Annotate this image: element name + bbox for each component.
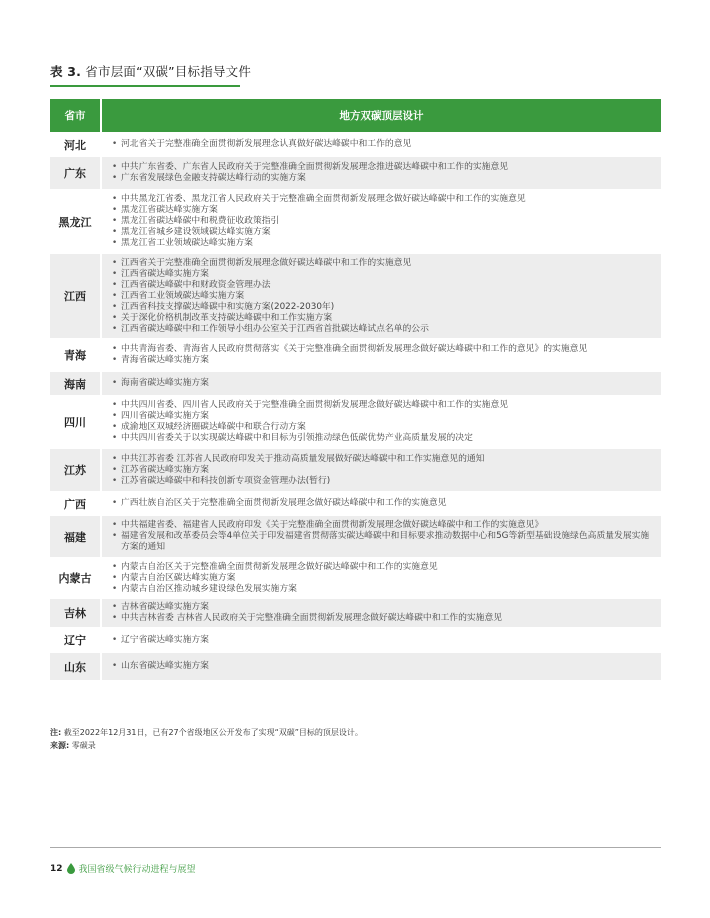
table-row: [50, 492, 661, 515]
page-footer: [50, 862, 196, 875]
policy-list: [102, 520, 661, 553]
page-number: 12: [50, 863, 63, 874]
policy-item: • 河北省关于完整准确全面贯彻新发展理念认真做好碳达峰碳中和工作的意见: [112, 139, 653, 150]
policy-item: • 中共四川省委、四川省人民政府关于完整准确全面贯彻新发展理念做好碳达峰碳中和工作的实施意见: [112, 400, 653, 411]
policy-list: [102, 258, 661, 335]
table-row: [50, 156, 661, 190]
policy-list: [102, 162, 661, 184]
table-header-row: [50, 99, 661, 133]
policy-item: • 关于深化价格机制改革支持碳达峰碳中和工作实施方案: [112, 313, 653, 324]
policy-item: • 辽宁省碳达峰实施方案: [112, 635, 653, 646]
policy-item: • 中共福建省委、福建省人民政府印发《关于完整准确全面贯彻新发展理念做好碳达峰碳中和工作的实施意见》: [112, 520, 653, 531]
policy-item: • 山东省碳达峰实施方案: [112, 661, 653, 672]
policy-list-cell: [101, 396, 661, 448]
policy-list-cell: [101, 339, 661, 371]
table-notes: [50, 726, 363, 752]
policy-item: • 中共黑龙江省委、黑龙江省人民政府关于完整准确全面贯彻新发展理念做好碳达峰碳中和工作的实施意见: [112, 194, 653, 205]
policy-list-cell: [101, 492, 661, 515]
policy-list: [102, 498, 661, 509]
province-cell: 海南: [50, 371, 101, 396]
table-row: [50, 598, 661, 628]
policy-item: • 江苏省碳达峰碳中和科技创新专项资金管理办法(暂行): [112, 476, 653, 487]
policy-item: • 江西省碳达峰实施方案: [112, 269, 653, 280]
policy-list-cell: [101, 133, 661, 156]
footer-divider: [50, 847, 661, 848]
province-cell: 黑龙江: [50, 190, 101, 253]
policy-item: • 广西壮族自治区关于完整准确全面贯彻新发展理念做好碳达峰碳中和工作的实施意见: [112, 498, 653, 509]
policy-list: [102, 635, 661, 646]
table-row: [50, 396, 661, 448]
policy-list: [102, 562, 661, 595]
policy-item: • 江西省工业领域碳达峰实施方案: [112, 291, 653, 302]
province-cell: 广西: [50, 492, 101, 515]
table-row: [50, 515, 661, 558]
leaf-drop-icon: [67, 863, 75, 874]
header-policy: 地方双碳顶层设计: [101, 99, 661, 133]
policy-item: • 江西省关于完整准确全面贯彻新发展理念做好碳达峰碳中和工作的实施意见: [112, 258, 653, 269]
policy-list-cell: [101, 628, 661, 652]
policy-item: • 成渝地区双城经济圈碳达峰碳中和联合行动方案: [112, 422, 653, 433]
caption-underline: [50, 85, 240, 87]
policy-list-cell: [101, 558, 661, 598]
policy-list: [102, 400, 661, 444]
policy-list: [102, 378, 661, 389]
table-body: [50, 133, 661, 680]
policy-item: • 中共青海省委、青海省人民政府贯彻落实《关于完整准确全面贯彻新发展理念做好碳达峰碳中和工作的意见》的实施意见: [112, 344, 653, 355]
province-cell: 福建: [50, 515, 101, 558]
source-text: 零碳录: [71, 741, 96, 750]
report-title: 我国省级气候行动进程与展望: [78, 865, 196, 875]
policy-item: • 中共四川省委关于以实现碳达峰碳中和目标为引领推动绿色低碳优势产业高质量发展的决定: [112, 433, 653, 444]
policy-item: • 江西省碳达峰碳中和财政资金管理办法: [112, 280, 653, 291]
policy-item: • 黑龙江省碳达峰碳中和税费征收政策指引: [112, 216, 653, 227]
province-cell: 内蒙古: [50, 558, 101, 598]
policy-item: • 青海省碳达峰实施方案: [112, 355, 653, 366]
table-row: [50, 253, 661, 339]
policy-item: • 福建省发展和改革委员会等4单位关于印发福建省贯彻落实碳达峰碳中和目标要求推动数据中心和5G等新型基础设施绿色高质量发展实施方案的通知: [112, 531, 653, 553]
policy-list-cell: [101, 448, 661, 492]
table-row: [50, 339, 661, 371]
source-line: [50, 739, 363, 752]
policy-list: [102, 602, 661, 624]
province-cell: 河北: [50, 133, 101, 156]
table-row: [50, 371, 661, 396]
policy-list: [102, 139, 661, 150]
source-label: 来源:: [50, 741, 70, 750]
policy-item: • 江西省科技支撑碳达峰碳中和实施方案(2022-2030年): [112, 302, 653, 313]
policy-list-cell: [101, 515, 661, 558]
province-cell: 四川: [50, 396, 101, 448]
province-cell: 广东: [50, 156, 101, 190]
policy-item: • 中共江苏省委 江苏省人民政府印发关于推动高质量发展做好碳达峰碳中和工作实施意见的通知: [112, 454, 653, 465]
policy-list-cell: [101, 190, 661, 253]
policy-list: [102, 194, 661, 249]
province-cell: 江西: [50, 253, 101, 339]
note-text: 截至2022年12月31日，已有27个省级地区公开发布了实现“双碳”目标的顶层设计。: [63, 728, 363, 737]
policy-item: • 中共广东省委、广东省人民政府关于完整准确全面贯彻新发展理念推进碳达峰碳中和工作的实施意见: [112, 162, 653, 173]
table-row: [50, 133, 661, 156]
note-label: 注:: [50, 728, 62, 737]
table-label: 表 3.: [50, 64, 82, 79]
table-row: [50, 190, 661, 253]
table-title: 省市层面“双碳”目标指导文件: [85, 64, 252, 79]
note-line: [50, 726, 363, 739]
policy-list-cell: [101, 652, 661, 680]
policy-list-cell: [101, 371, 661, 396]
policy-list-cell: [101, 253, 661, 339]
table-row: [50, 448, 661, 492]
policy-item: • 黑龙江省城乡建设领域碳达峰实施方案: [112, 227, 653, 238]
province-policy-table: [50, 99, 661, 680]
province-cell: 山东: [50, 652, 101, 680]
table-row: [50, 628, 661, 652]
policy-item: • 海南省碳达峰实施方案: [112, 378, 653, 389]
policy-item: • 内蒙古自治区碳达峰实施方案: [112, 573, 653, 584]
province-cell: 江苏: [50, 448, 101, 492]
policy-item: • 中共吉林省委 吉林省人民政府关于完整准确全面贯彻新发展理念做好碳达峰碳中和工作的实施意见: [112, 613, 653, 624]
policy-item: • 吉林省碳达峰实施方案: [112, 602, 653, 613]
province-cell: 吉林: [50, 598, 101, 628]
table-caption: [50, 62, 251, 80]
policy-item: • 广东省发展绿色金融支持碳达峰行动的实施方案: [112, 173, 653, 184]
policy-item: • 江西省碳达峰碳中和工作领导小组办公室关于江西省首批碳达峰试点名单的公示: [112, 324, 653, 335]
table-row: [50, 558, 661, 598]
policy-list-cell: [101, 598, 661, 628]
policy-item: • 黑龙江省碳达峰实施方案: [112, 205, 653, 216]
table-row: [50, 652, 661, 680]
header-province: 省市: [50, 99, 101, 133]
province-cell: 青海: [50, 339, 101, 371]
policy-list: [102, 344, 661, 366]
policy-list: [102, 454, 661, 487]
policy-item: • 江苏省碳达峰实施方案: [112, 465, 653, 476]
province-cell: 辽宁: [50, 628, 101, 652]
policy-item: • 内蒙古自治区关于完整准确全面贯彻新发展理念做好碳达峰碳中和工作的实施意见: [112, 562, 653, 573]
policy-list-cell: [101, 156, 661, 190]
policy-item: • 内蒙古自治区推动城乡建设绿色发展实施方案: [112, 584, 653, 595]
policy-list: [102, 661, 661, 672]
policy-item: • 四川省碳达峰实施方案: [112, 411, 653, 422]
policy-item: • 黑龙江省工业领域碳达峰实施方案: [112, 238, 653, 249]
